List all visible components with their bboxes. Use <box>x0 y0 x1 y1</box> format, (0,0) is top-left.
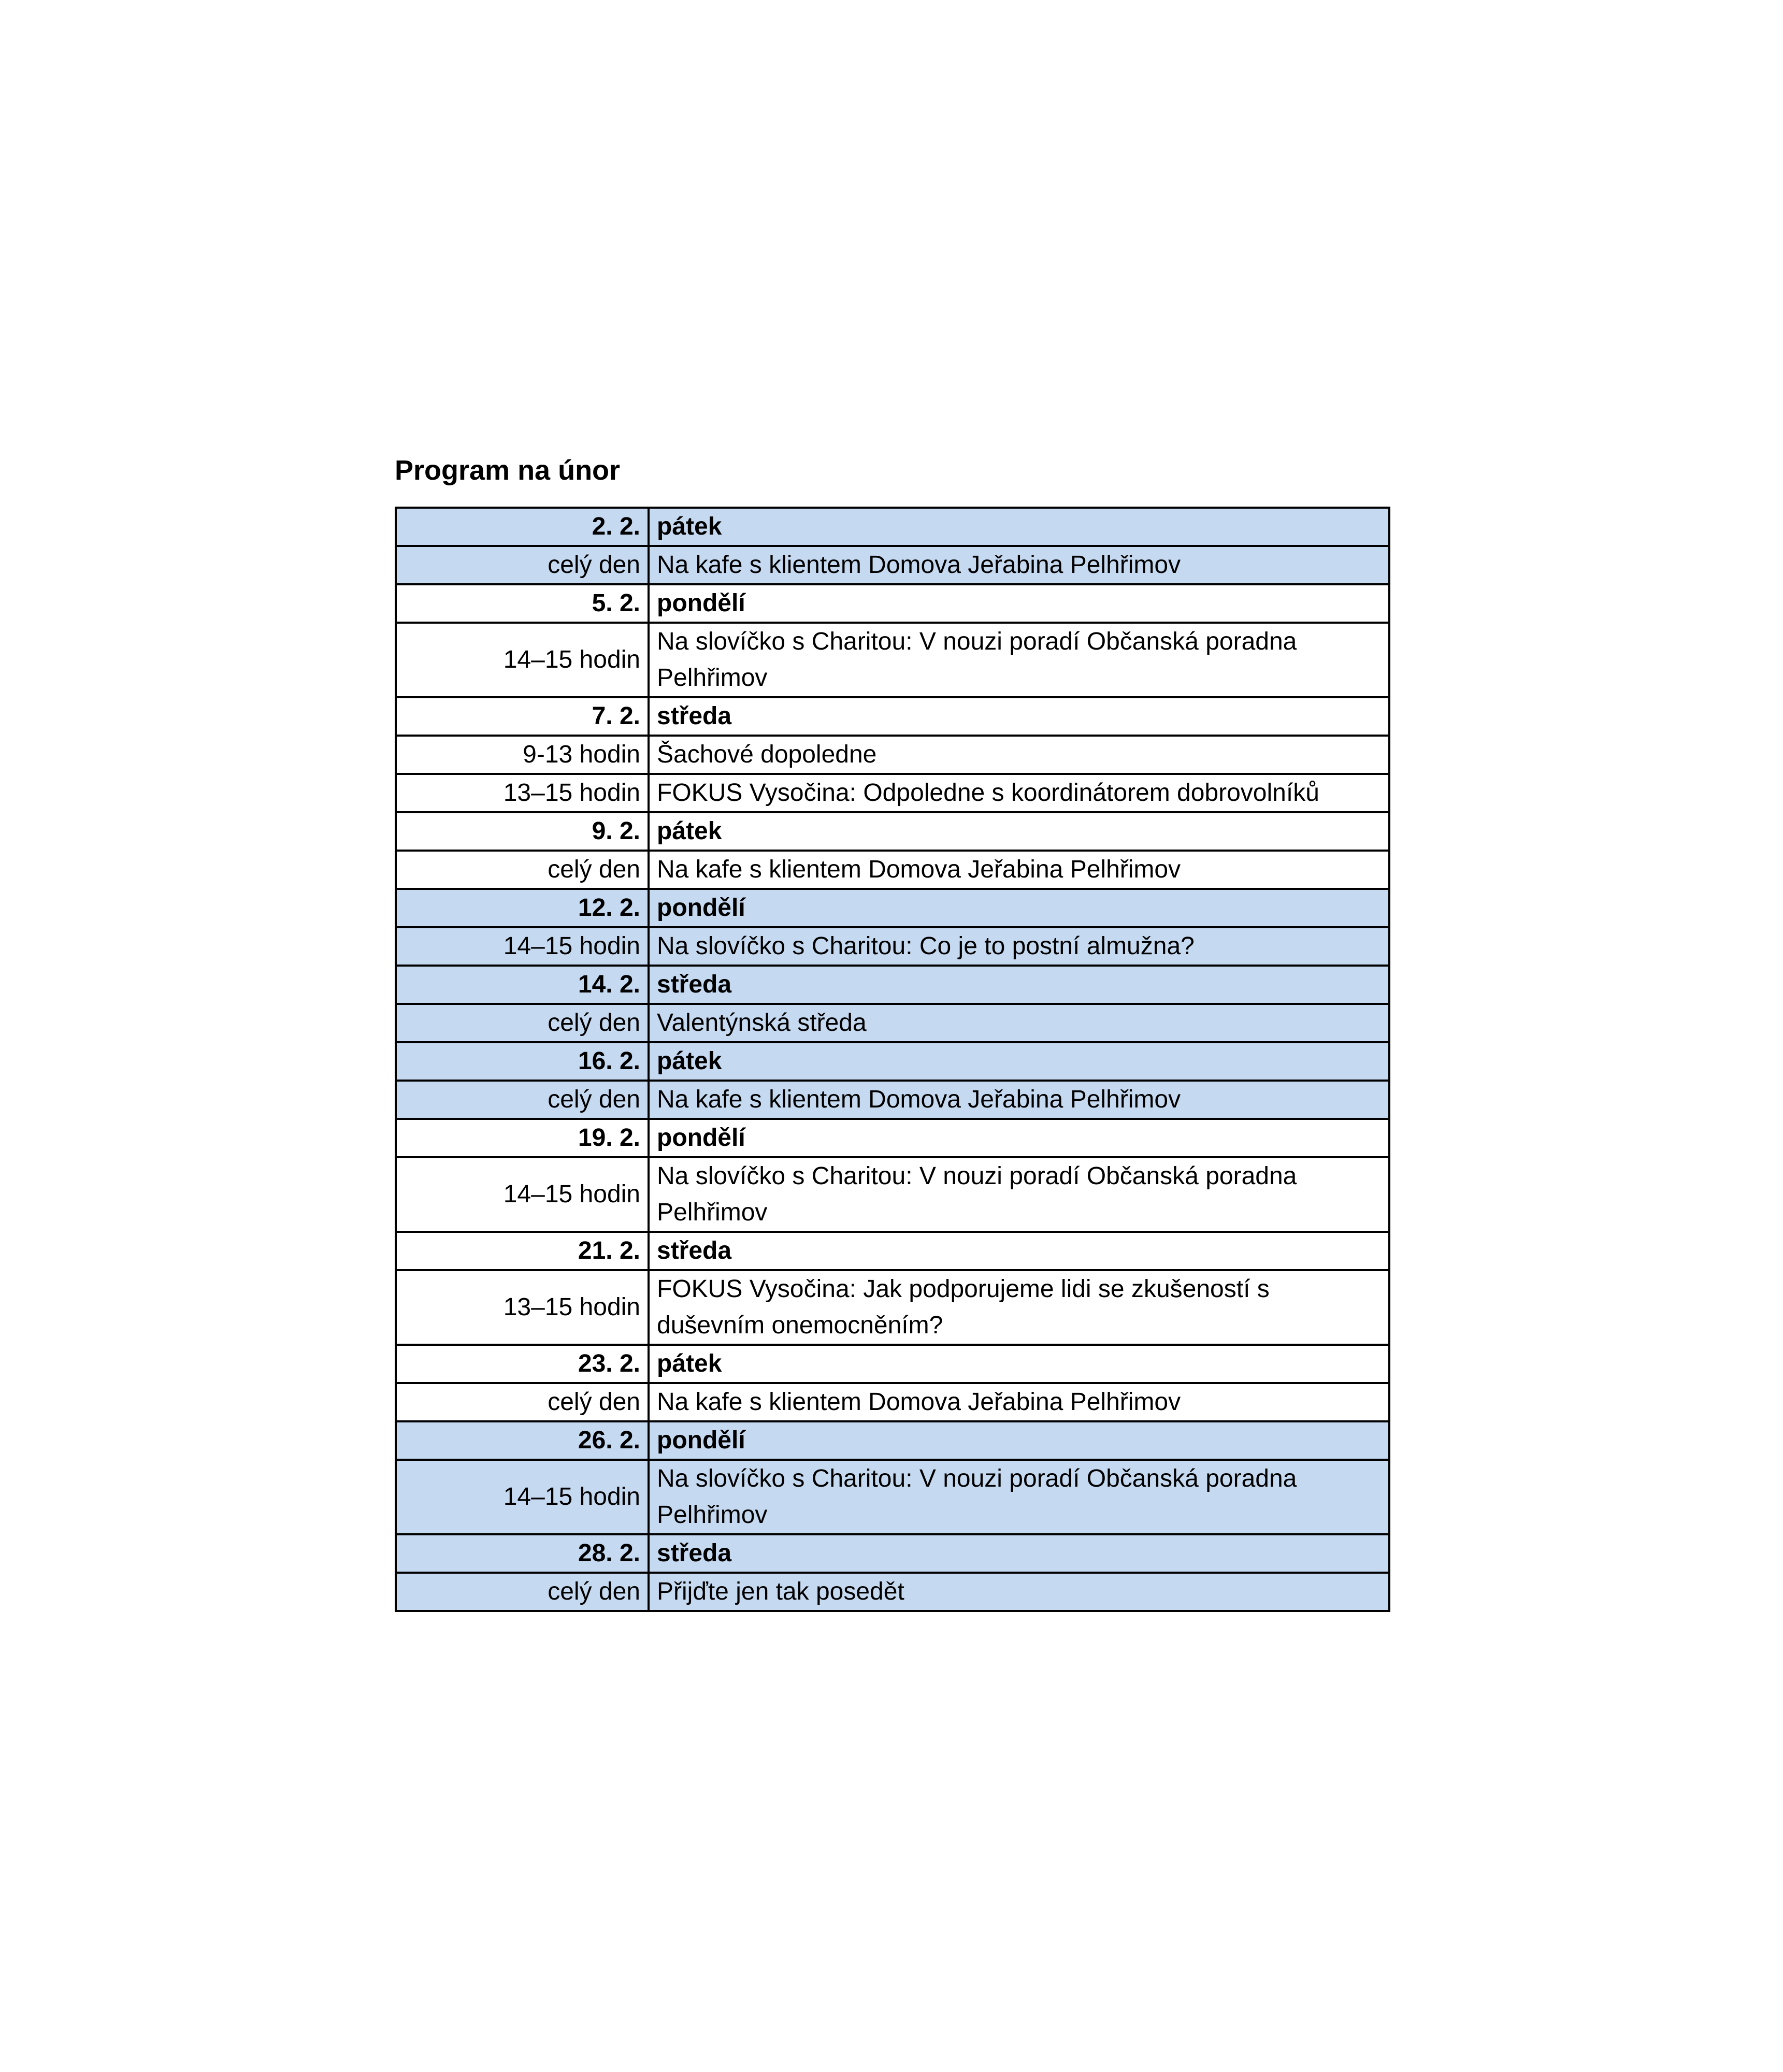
event-title: Přijďte jen tak posedět <box>649 1573 1389 1611</box>
event-row <box>396 1081 1389 1119</box>
event-row <box>396 623 1389 697</box>
event-title: FOKUS Vysočina: Odpoledne s koordinátorem dobrovolníků <box>649 774 1389 812</box>
day-date: 23. 2. <box>396 1345 649 1383</box>
day-weekday: pátek <box>649 1042 1389 1081</box>
day-weekday: středa <box>649 1534 1389 1573</box>
event-title: Šachové dopoledne <box>649 736 1389 774</box>
day-weekday: pátek <box>649 1345 1389 1383</box>
schedule-table <box>395 507 1390 1612</box>
event-row <box>396 1270 1389 1345</box>
event-title: Valentýnská středa <box>649 1004 1389 1042</box>
day-weekday: pátek <box>649 812 1389 851</box>
event-title: Na kafe s klientem Domova Jeřabina Pelhřimov <box>649 546 1389 584</box>
event-time: 13–15 hodin <box>396 1270 649 1345</box>
event-time: celý den <box>396 1081 649 1119</box>
event-row <box>396 1157 1389 1232</box>
event-title: Na kafe s klientem Domova Jeřabina Pelhřimov <box>649 1383 1389 1421</box>
day-date: 5. 2. <box>396 584 649 623</box>
day-date: 14. 2. <box>396 966 649 1004</box>
event-row <box>396 1383 1389 1421</box>
day-row <box>396 1421 1389 1460</box>
day-date: 16. 2. <box>396 1042 649 1081</box>
day-date: 21. 2. <box>396 1232 649 1270</box>
event-time: celý den <box>396 1573 649 1611</box>
event-time: 14–15 hodin <box>396 927 649 966</box>
day-weekday: pondělí <box>649 1119 1389 1157</box>
event-row <box>396 851 1389 889</box>
day-weekday: pondělí <box>649 1421 1389 1460</box>
event-title: Na slovíčko s Charitou: V nouzi poradí Občanská poradna Pelhřimov <box>649 1157 1389 1232</box>
day-date: 2. 2. <box>396 508 649 546</box>
event-title: Na kafe s klientem Domova Jeřabina Pelhřimov <box>649 851 1389 889</box>
day-weekday: pondělí <box>649 889 1389 927</box>
event-title: Na slovíčko s Charitou: Co je to postní almužna? <box>649 927 1389 966</box>
day-row <box>396 584 1389 623</box>
event-time: celý den <box>396 851 649 889</box>
day-date: 9. 2. <box>396 812 649 851</box>
day-row <box>396 1232 1389 1270</box>
day-row <box>396 1119 1389 1157</box>
day-date: 26. 2. <box>396 1421 649 1460</box>
day-row <box>396 812 1389 851</box>
day-weekday: středa <box>649 1232 1389 1270</box>
day-date: 19. 2. <box>396 1119 649 1157</box>
event-time: 14–15 hodin <box>396 1157 649 1232</box>
event-title: Na kafe s klientem Domova Jeřabina Pelhřimov <box>649 1081 1389 1119</box>
event-time: celý den <box>396 1383 649 1421</box>
event-time: 14–15 hodin <box>396 1460 649 1534</box>
day-weekday: pondělí <box>649 584 1389 623</box>
day-row <box>396 508 1389 546</box>
event-row <box>396 1460 1389 1534</box>
day-row <box>396 889 1389 927</box>
event-time: 13–15 hodin <box>396 774 649 812</box>
day-date: 28. 2. <box>396 1534 649 1573</box>
day-row <box>396 1042 1389 1081</box>
event-row <box>396 927 1389 966</box>
day-row <box>396 1534 1389 1573</box>
day-row <box>396 1345 1389 1383</box>
event-row <box>396 736 1389 774</box>
event-title: Na slovíčko s Charitou: V nouzi poradí Občanská poradna Pelhřimov <box>649 1460 1389 1534</box>
event-row <box>396 774 1389 812</box>
event-time: celý den <box>396 1004 649 1042</box>
day-row <box>396 966 1389 1004</box>
day-weekday: pátek <box>649 508 1389 546</box>
event-row <box>396 546 1389 584</box>
event-time: 9-13 hodin <box>396 736 649 774</box>
day-date: 12. 2. <box>396 889 649 927</box>
event-time: celý den <box>396 546 649 584</box>
page-title: Program na únor <box>395 455 621 486</box>
day-weekday: středa <box>649 697 1389 736</box>
day-weekday: středa <box>649 966 1389 1004</box>
event-title: FOKUS Vysočina: Jak podporujeme lidi se zkušeností s duševním onemocněním? <box>649 1270 1389 1345</box>
day-row <box>396 697 1389 736</box>
event-time: 14–15 hodin <box>396 623 649 697</box>
day-date: 7. 2. <box>396 697 649 736</box>
event-row <box>396 1004 1389 1042</box>
event-title: Na slovíčko s Charitou: V nouzi poradí Občanská poradna Pelhřimov <box>649 623 1389 697</box>
event-row <box>396 1573 1389 1611</box>
